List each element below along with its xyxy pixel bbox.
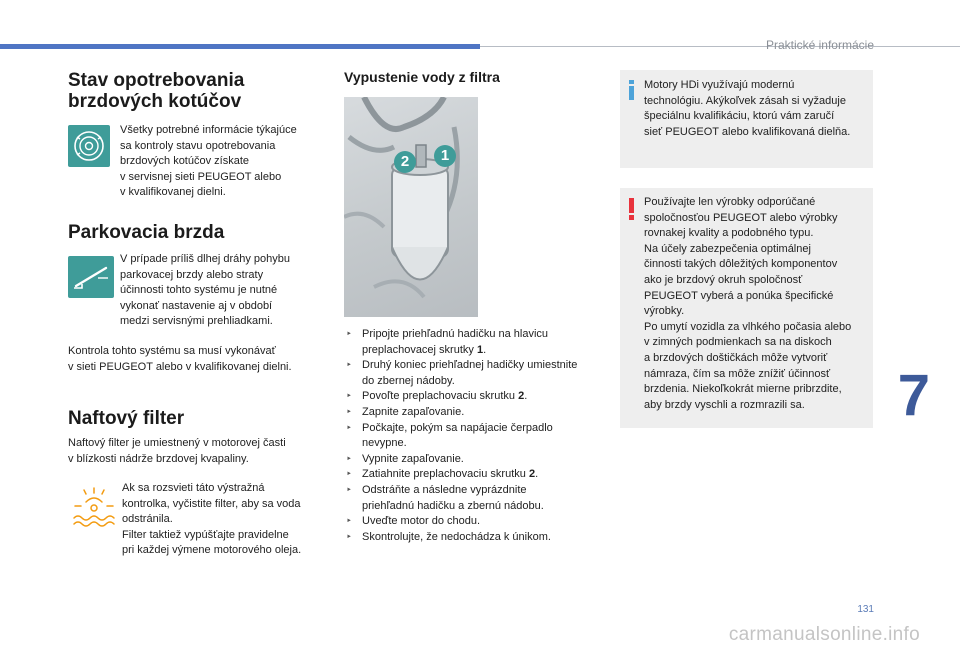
info-note-box — [620, 70, 873, 168]
info-icon — [626, 80, 638, 100]
watermark: carmanualsonline.info — [728, 624, 920, 645]
parking-brake-lever-icon — [68, 256, 114, 298]
drain-step: ‣ Povoľte preplachovaciu skrutku 2. — [344, 389, 614, 405]
water-in-diesel-warning-icon — [72, 484, 116, 528]
drain-step: ‣ Vypnite zapaľovanie. — [344, 452, 614, 468]
brake-discs-text: Všetky potrebné informácie týkajúce sa kontroly stavu opotrebovania brzdových kotúčov získate v servisnej sieti PEUGEOT alebo v kvalifikovanej dielni. — [120, 124, 297, 199]
chapter-number: 7 — [897, 363, 930, 428]
drain-water-heading: Vypustenie vody z filtra — [344, 69, 500, 85]
drain-step: ‣ Zatiahnite preplachovaciu skrutku 2. — [344, 467, 614, 483]
drain-step: ‣ Zapnite zapaľovanie. — [344, 405, 614, 421]
header-accent-bar — [0, 44, 480, 49]
callout-1: 1 — [434, 145, 456, 167]
diesel-filter-heading: Naftový filter — [68, 408, 185, 429]
header-divider — [480, 46, 960, 47]
page-number: 131 — [857, 604, 874, 615]
warning-note-text: Používajte len výrobky odporúčané spoločnosťou PEUGEOT alebo výrobky rovnakej kvality a podobného typu. Na účely zabezpečenia optimálnej činnosti takých dôležitých komponentov ako je brzdový okruh spoločnosť PEUGEOT vyberá a ponúka špecifické výrobky. Po umytí vozidla za vlhkého počasia alebo v zimných podmienkach sa na diskoch a brzdových doštičkách môže vytvoriť námraza, čím sa môže znížiť účinnosť brzdenia. Niekoľkokrát mierne pribrzdite, aby brzdy vyschli a rozmrazili sa. — [644, 196, 852, 411]
parking-brake-text: V prípade príliš dlhej dráhy pohybu parkovacej brzdy alebo straty účinnosti tohto systému je nutné vykonať nastavenie aj v období medzi servisnými prehliadkami. — [120, 253, 290, 328]
diesel-filter-warning-text: Ak sa rozsvieti táto výstražná kontrolka, vyčistite filter, aby sa voda odstránila. Filter taktiež vypúšťajte pravidelne pri každej výmene motorového oleja. — [122, 482, 302, 557]
brake-discs-heading: Stav opotrebovania brzdových kotúčov — [68, 70, 245, 112]
fuel-filter-photo — [344, 97, 478, 317]
drain-step: ‣ Skontrolujte, že nedochádza k únikom. — [344, 530, 614, 546]
diesel-filter-text: Naftový filter je umiestnený v motorovej časti v blízkosti nádrže brzdovej kvapaliny. — [68, 437, 286, 465]
callout-2: 2 — [394, 151, 416, 173]
brake-disc-icon — [68, 125, 110, 167]
section-title: Praktické informácie — [765, 38, 874, 52]
parking-brake-heading: Parkovacia brzda — [68, 222, 225, 243]
warning-exclamation-icon — [626, 198, 638, 220]
warning-note-box — [620, 188, 873, 428]
drain-step: ‣ Uveďte motor do chodu. — [344, 514, 614, 530]
parking-brake-note: Kontrola tohto systému sa musí vykonávať v sieti PEUGEOT alebo v kvalifikovanej dielni. — [68, 345, 292, 373]
drain-step: ‣ Počkajte, pokým sa napájacie čerpadlo nevypne. — [344, 421, 614, 452]
drain-step: ‣ Pripojte priehľadnú hadičku na hlavicu preplachovacej skrutky 1. — [344, 327, 614, 358]
info-note-text: Motory HDi využívajú modernú technológiu. Akýkoľvek zásah si vyžaduje špeciálnu kvalifikáciu, ktorú vám zaručí sieť PEUGEOT alebo kvalifikovaná dielňa. — [644, 79, 851, 138]
drain-steps-list — [344, 327, 614, 545]
drain-step: ‣ Druhý koniec priehľadnej hadičky umiestnite do zbernej nádoby. — [344, 358, 614, 389]
drain-step: ‣ Odstráňte a následne vyprázdnite priehľadnú hadičku a zbernú nádobu. — [344, 483, 614, 514]
